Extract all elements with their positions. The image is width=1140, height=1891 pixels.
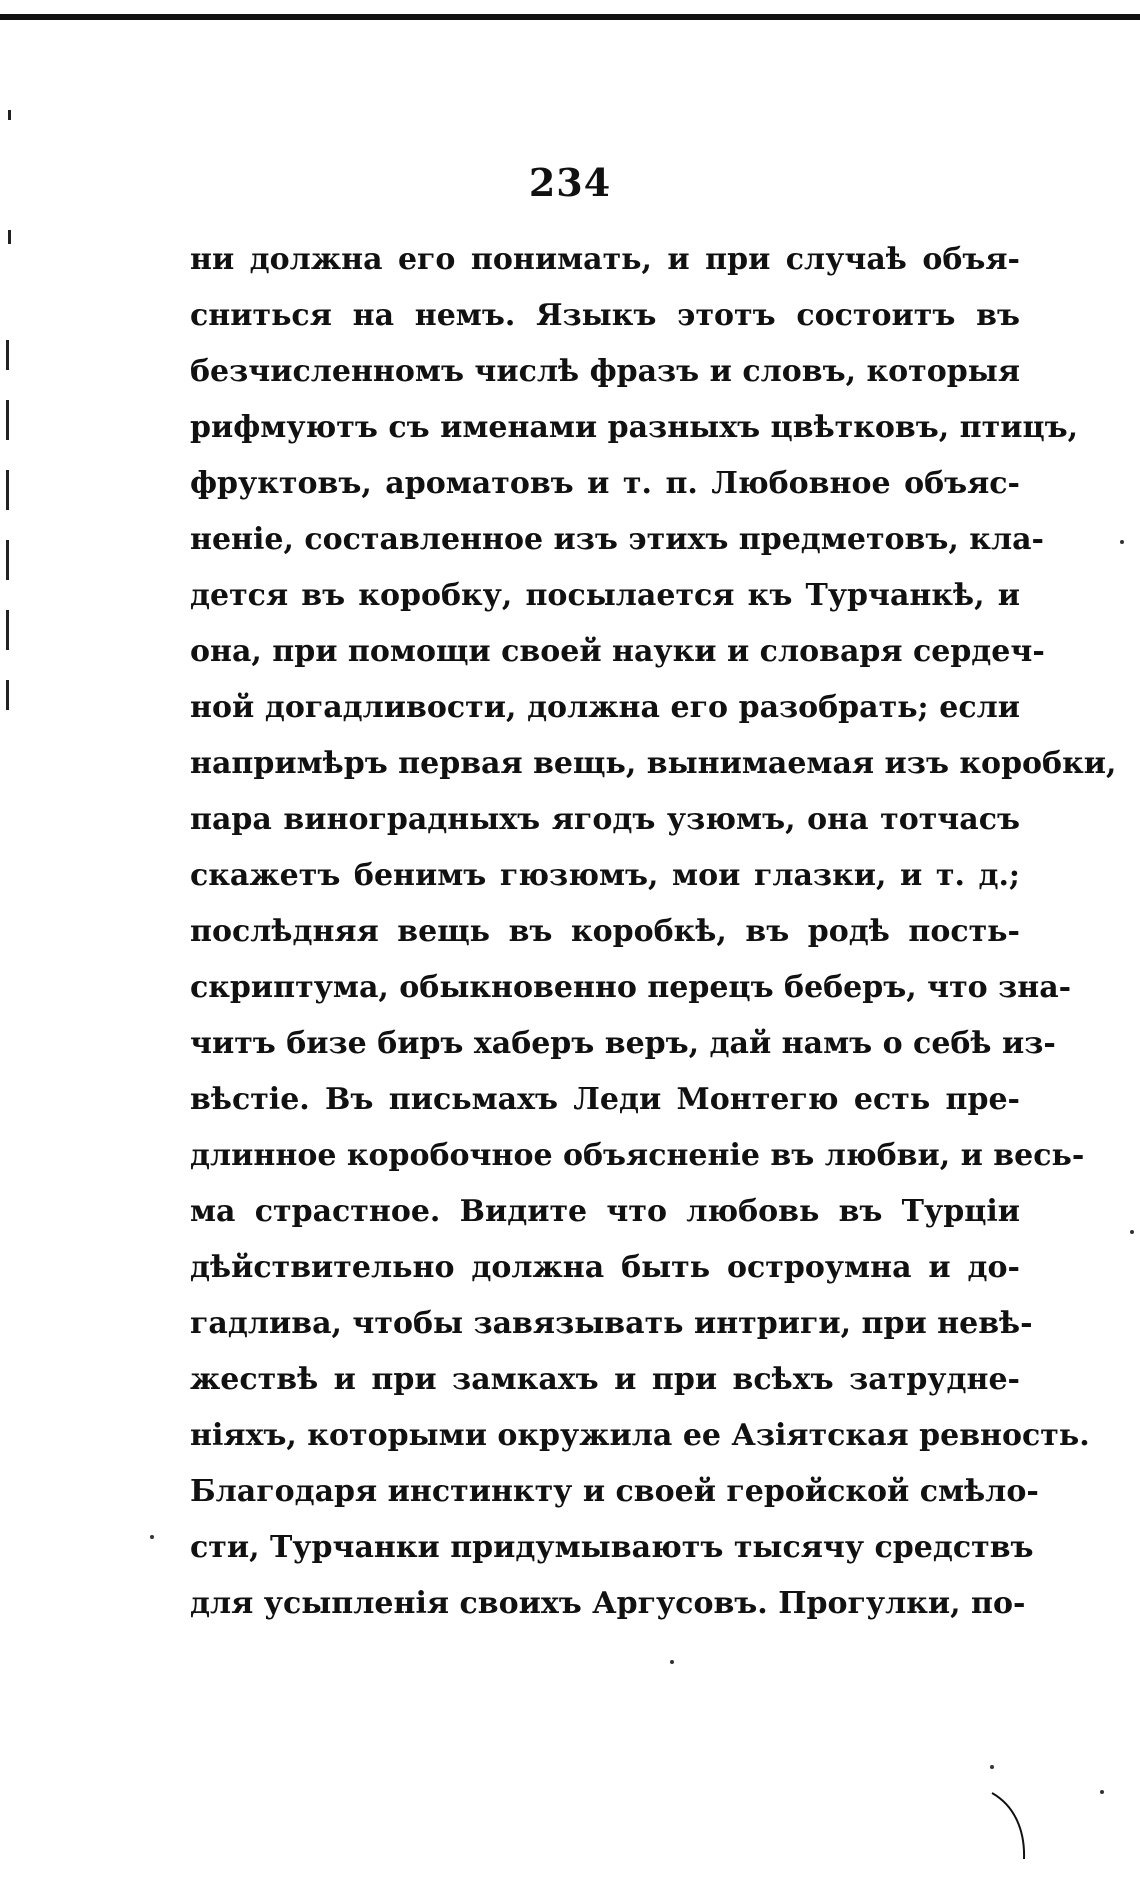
text-line: ной догадливости, должна его разобрать; если [190, 690, 1020, 725]
text-line: ненiе, составленное изъ этихъ предметовъ, кла- [190, 522, 1045, 557]
text-line: читъ бизе биръ хаберъ веръ, дай намъ о себѣ из- [190, 1026, 1056, 1061]
scan-speck [1120, 540, 1124, 544]
text-line: скриптума, обыкновенно перецъ беберъ, что зна- [190, 970, 1072, 1005]
text-line: фруктовъ, ароматовъ и т. п. Любовное объяс- [190, 466, 1020, 501]
text-line: рифмуютъ съ именами разныхъ цвѣтковъ, птицъ, [190, 410, 1079, 445]
margin-mark [6, 340, 9, 370]
scan-speck [150, 1535, 154, 1539]
text-line: скажетъ бенимъ гюзюмъ, мои глазки, и т. д.; [190, 858, 1020, 893]
text-line: нiяхъ, которыми окружила ее Азiятская ревность. [190, 1418, 1090, 1453]
text-line: вѣстiе. Въ письмахъ Леди Монтегю есть пре- [190, 1082, 1020, 1117]
text-line: ма страстное. Видите что любовь въ Турцiи [190, 1194, 1020, 1229]
margin-mark [6, 470, 9, 510]
text-line: гадлива, чтобы завязывать интриги, при невѣ- [190, 1306, 1033, 1341]
margin-mark [8, 230, 11, 244]
text-line: дѣйствительно должна быть остроумна и до- [190, 1250, 1020, 1285]
text-line: сти, Турчанки придумываютъ тысячу средствъ [190, 1530, 1034, 1565]
text-line: послѣдняя вещь въ коробкѣ, въ родѣ пость- [190, 914, 1020, 949]
scan-artifact-curve [990, 1791, 1030, 1861]
text-line: дется въ коробку, посылается къ Турчанкѣ, и [190, 578, 1020, 613]
margin-mark [6, 610, 9, 650]
text-line: напримѣръ первая вещь, вынимаемая изъ коробки, [190, 746, 1117, 781]
margin-mark [8, 110, 11, 120]
text-line: для усыпленiя своихъ Аргусовъ. Прогулки, по- [190, 1586, 1026, 1621]
text-line: жествѣ и при замкахъ и при всѣхъ затрудне- [190, 1362, 1020, 1397]
margin-mark [6, 540, 9, 580]
scan-speck [1100, 1790, 1104, 1794]
text-line: пара виноградныхъ ягодъ узюмъ, она тотчасъ [190, 802, 1020, 837]
margin-mark [6, 400, 9, 440]
text-line: ни должна его понимать, и при случаѣ объя- [190, 242, 1020, 277]
text-line: Благодаря инстинкту и своей геройской смѣло- [190, 1474, 1039, 1509]
text-line: она, при помощи своей науки и словаря сердеч- [190, 634, 1045, 669]
text-line: сниться на немъ. Языкъ этотъ состоитъ въ [190, 298, 1020, 333]
top-border-rule [0, 14, 1140, 20]
scan-speck [1130, 1230, 1134, 1234]
scan-speck [990, 1765, 994, 1769]
text-line: длинное коробочное объясненiе въ любви, и весь- [190, 1138, 1085, 1173]
margin-mark [6, 680, 9, 710]
scan-speck [670, 1660, 674, 1664]
body-text [190, 232, 1117, 1632]
page-number: 234 [528, 160, 612, 205]
text-line: безчисленномъ числѣ фразъ и словъ, которыя [190, 354, 1020, 389]
